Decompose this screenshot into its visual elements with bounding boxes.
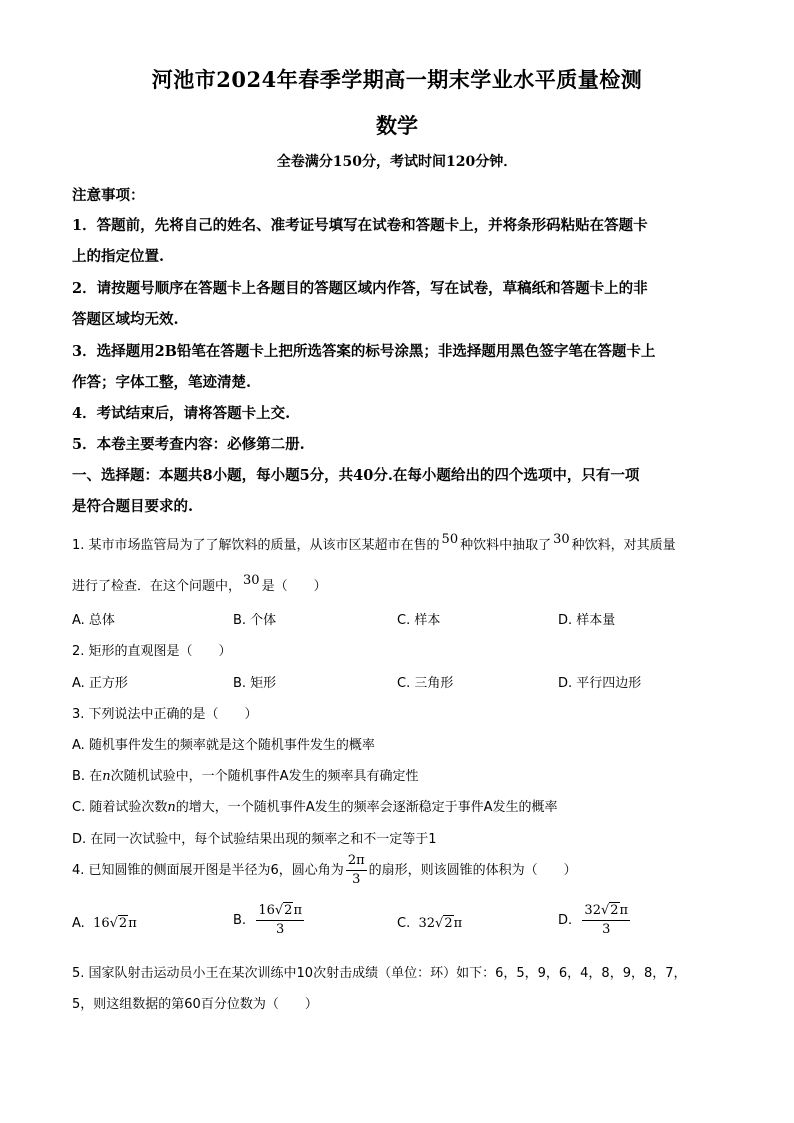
q4-option-a [72,916,137,931]
q4-b-radicand: 2 [284,903,293,918]
q1-text-a: 1. 某市市场监管局为了了解饮料的质量，从该市区某超市在售的 [72,538,440,553]
q3-b-text-a: B. 在 [72,769,103,784]
q3-option-c [72,796,558,815]
q4-a-pi: π [128,916,137,931]
q1-number-30b: 30 [243,573,260,588]
q4-b-fraction [256,902,304,939]
exam-info: 全卷满分150分，考试时间120分钟． [276,154,518,170]
q4-d-fraction [582,902,630,939]
q4-d-label: D. [558,913,573,928]
notice-line: 4．考试结束后，请将答题卡上交. [72,405,291,422]
q3-b-variable: n [102,769,111,784]
notice-line: 作答；字体工整，笔迹清楚. [72,374,252,391]
sqrt-symbol: √2 [435,916,453,931]
q3-c-text-a: C. 随着试验次数 [72,800,168,815]
subject-title: 数学 [376,113,418,138]
section-heading: 一、选择题：本题共8小题，每小题5分，共40分.在每小题给出的四个选项中，只有一项 [72,467,640,484]
q4-option-d [558,902,632,939]
notice-line: 3．选择题用2B铅笔在答题卡上把所选答案的标号涂黑；非选择题用黑色签字笔在答题卡上 [72,343,656,360]
question-4-stem [72,852,577,889]
q1-number-30: 30 [553,532,570,547]
q4-c-radicand: 2 [444,916,453,931]
q2-option-b: B. 矩形 [233,676,277,691]
sqrt-symbol: √2 [274,903,293,918]
q4-text-a: 4. 已知圆锥的侧面展开图是半径为6，圆心角为 [72,863,344,878]
question-5-stem: 5. 国家队射击运动员小王在某次训练中10次射击成绩（单位：环）如下：6，5，9，6，4，8，9，8，7， [72,966,687,981]
section-heading-cont: 是符合题目要求的. [72,498,194,515]
q3-c-text-b: 的增大，一个随机事件A发生的频率会逐渐稳定于事件A发生的概率 [175,800,558,815]
q4-a-radicand: 2 [118,916,128,931]
q4-option-c [397,916,462,931]
q4-b-pi: π [293,903,302,918]
question-2-stem: 2. 矩形的直观图是（ ） [72,644,232,659]
q4-text-b: 的扇形，则该圆锥的体积为（ ） [368,863,577,878]
notice-line: 2．请按题号顺序在答题卡上各题目的答题区域内作答，写在试卷，草稿纸和答题卡上的非 [72,280,648,297]
q4-fraction-denominator: 3 [352,872,361,887]
q4-c-coef: 32 [418,916,436,931]
q4-d-numerator [582,902,630,921]
q2-option-c: C. 三角形 [397,676,454,691]
q4-c-label: C. [397,916,411,931]
notice-line: 5．本卷主要考查内容：必修第二册. [72,436,305,453]
q1-option-a: A. 总体 [72,613,115,628]
q1-text-b: 种饮料中抽取了 [460,538,552,553]
q4-b-label: B. [233,913,247,928]
q3-c-variable: n [167,800,176,815]
q4-b-denominator: 3 [276,922,285,937]
q4-b-coef: 16 [258,903,275,918]
q1-option-d: D. 样本量 [558,613,616,628]
q4-option-b [233,902,306,939]
q1-option-b: B. 个体 [233,613,277,628]
q4-c-value [418,915,462,931]
q4-d-pi: π [619,903,629,918]
q3-option-a: A. 随机事件发生的频率就是这个随机事件发生的概率 [72,738,375,753]
notice-line: 上的指定位置. [72,248,165,265]
q4-c-pi: π [453,916,463,931]
q3-option-b [72,765,418,784]
q4-angle-fraction [346,852,367,889]
q3-b-text-b: 次随机试验中，一个随机事件A发生的频率具有确定性 [110,769,419,784]
question-1-stem-cont [72,575,327,594]
q4-a-label: A. [72,916,85,931]
q1-text-d: 进行了检查．在这个问题中， [72,579,242,594]
q4-a-value [93,915,137,931]
q4-a-coef: 16 [93,916,110,931]
notice-line: 答题区域均无效. [72,311,179,328]
q1-text-c: 种饮料，对其质量 [571,538,676,553]
q4-b-numerator [256,902,304,921]
sqrt-symbol: √2 [109,916,128,931]
q1-number-50: 50 [441,532,459,547]
question-5-stem-cont: 5，则这组数据的第60百分位数为（ ） [72,997,318,1012]
sqrt-symbol: √2 [600,903,619,918]
q3-option-d: D. 在同一次试验中，每个试验结果出现的频率之和不一定等于1 [72,832,437,847]
q1-option-c: C. 样本 [397,613,441,628]
q4-d-denominator: 3 [602,922,611,937]
q4-d-coef: 32 [584,903,601,918]
notice-heading: 注意事项： [72,187,145,204]
q1-text-e: 是（ ） [261,579,327,594]
q2-option-d: D. 平行四边形 [558,676,642,691]
q4-d-radicand: 2 [610,903,619,918]
q2-option-a: A. 正方形 [72,676,128,691]
question-1-stem [72,534,676,553]
exam-title: 河池市2024年春季学期高一期末学业水平质量检测 [151,67,643,92]
q4-fraction-numerator: 2π [346,852,367,871]
question-3-stem: 3. 下列说法中正确的是（ ） [72,707,258,722]
notice-line: 1．答题前，先将自己的姓名、准考证号填写在试卷和答题卡上，并将条形码粘贴在答题卡 [72,217,648,234]
